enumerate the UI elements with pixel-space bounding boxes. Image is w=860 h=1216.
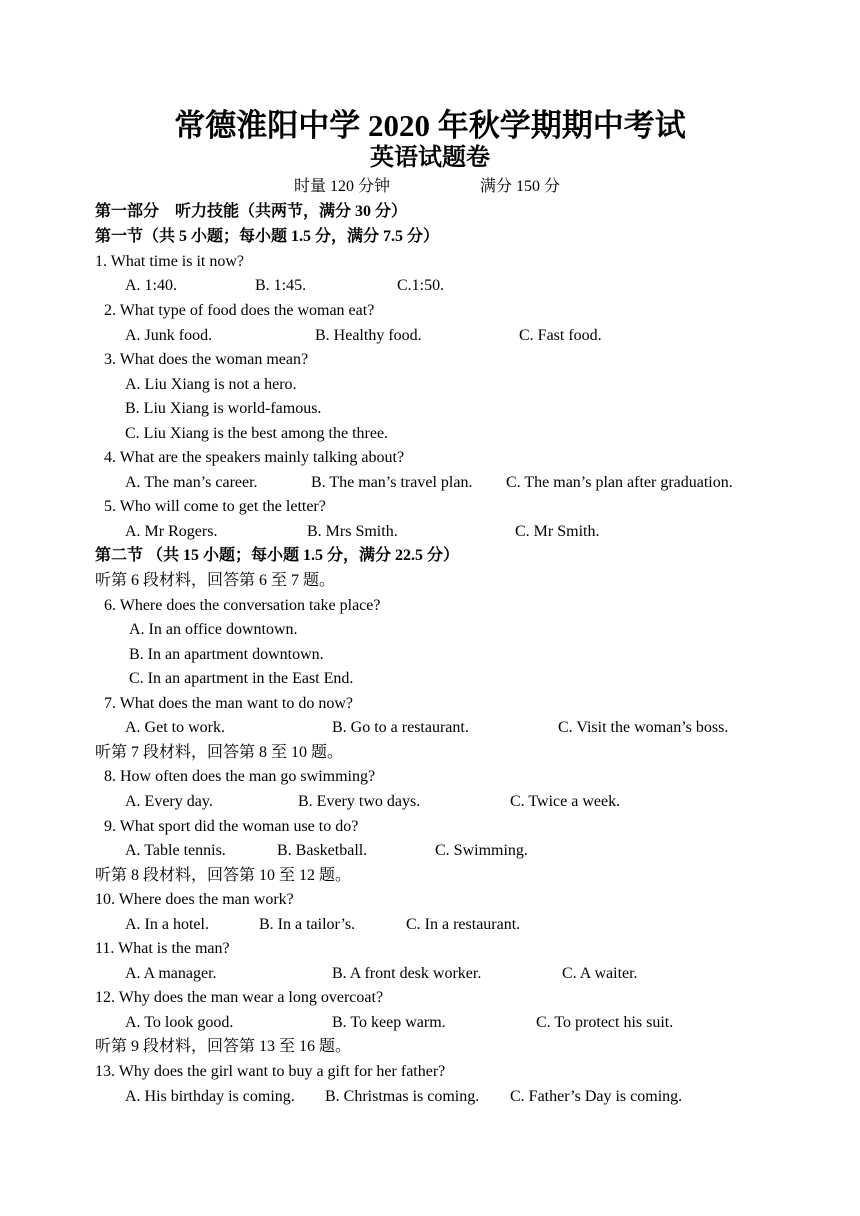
question-2: 2. What type of food does the woman eat? (104, 302, 375, 319)
question-13: 13. Why does the girl want to buy a gift for her father? (95, 1063, 446, 1080)
material-8-instruction: 听第 8 段材料，回答第 10 至 12 题。 (95, 867, 352, 884)
q3-option-c: C. Liu Xiang is the best among the three. (125, 425, 389, 442)
q12-option-c: C. To protect his suit. (536, 1014, 674, 1031)
exam-subtitle: 英语试题卷 (370, 145, 490, 171)
question-10: 10. Where does the man work? (95, 891, 294, 908)
q11-option-a: A. A manager. (125, 965, 217, 982)
question-11: 11. What is the man? (95, 940, 230, 957)
q12-option-b: B. To keep warm. (332, 1014, 446, 1031)
exam-time: 时量 120 分钟 (294, 178, 391, 195)
q13-option-b: B. Christmas is coming. (325, 1088, 480, 1105)
q9-option-b: B. Basketball. (277, 842, 368, 859)
section-one-heading: 第一节（共 5 小题；每小题 1.5 分，满分 7.5 分） (95, 228, 440, 245)
q10-option-c: C. In a restaurant. (406, 916, 521, 933)
section-two-heading: 第二节 （共 15 小题；每小题 1.5 分，满分 22.5 分） (95, 547, 460, 564)
question-5: 5. Who will come to get the letter? (104, 498, 326, 515)
q11-option-b: B. A front desk worker. (332, 965, 482, 982)
q12-option-a: A. To look good. (125, 1014, 234, 1031)
question-12: 12. Why does the man wear a long overcoat? (95, 989, 384, 1006)
q8-option-a: A. Every day. (125, 793, 213, 810)
q2-option-c: C. Fast food. (519, 327, 602, 344)
material-9-instruction: 听第 9 段材料，回答第 13 至 16 题。 (95, 1038, 352, 1055)
q6-option-b: B. In an apartment downtown. (129, 646, 324, 663)
question-4: 4. What are the speakers mainly talking about? (104, 449, 405, 466)
part-one-heading: 第一部分 听力技能（共两节，满分 30 分） (95, 203, 408, 220)
material-6-instruction: 听第 6 段材料，回答第 6 至 7 题。 (95, 572, 336, 589)
q1-option-c: C.1:50. (397, 277, 445, 294)
q11-option-c: C. A waiter. (562, 965, 638, 982)
q3-option-b: B. Liu Xiang is world-famous. (125, 400, 322, 417)
question-1: 1. What time is it now? (95, 253, 245, 270)
q13-option-c: C. Father’s Day is coming. (510, 1088, 683, 1105)
question-8: 8. How often does the man go swimming? (104, 768, 376, 785)
question-7: 7. What does the man want to do now? (104, 695, 353, 712)
q8-option-b: B. Every two days. (298, 793, 421, 810)
q3-option-a: A. Liu Xiang is not a hero. (125, 376, 297, 393)
q13-option-a: A. His birthday is coming. (125, 1088, 295, 1105)
q2-option-b: B. Healthy food. (315, 327, 422, 344)
q6-option-a: A. In an office downtown. (129, 621, 298, 638)
q4-option-c: C. The man’s plan after graduation. (506, 474, 733, 491)
question-6: 6. Where does the conversation take place? (104, 597, 381, 614)
question-9: 9. What sport did the woman use to do? (104, 818, 359, 835)
q8-option-c: C. Twice a week. (510, 793, 621, 810)
q9-option-c: C. Swimming. (435, 842, 528, 859)
q4-option-b: B. The man’s travel plan. (311, 474, 473, 491)
exam-full-score: 满分 150 分 (480, 178, 561, 195)
q5-option-a: A. Mr Rogers. (125, 523, 218, 540)
q7-option-a: A. Get to work. (125, 719, 225, 736)
question-3: 3. What does the woman mean? (104, 351, 309, 368)
exam-title: 常德淮阳中学 2020 年秋学期期中考试 (174, 108, 686, 143)
q6-option-c: C. In an apartment in the East End. (129, 670, 354, 687)
q7-option-c: C. Visit the woman’s boss. (558, 719, 729, 736)
q10-option-a: A. In a hotel. (125, 916, 209, 933)
q1-option-b: B. 1:45. (255, 277, 307, 294)
q7-option-b: B. Go to a restaurant. (332, 719, 469, 736)
q1-option-a: A. 1:40. (125, 277, 177, 294)
q10-option-b: B. In a tailor’s. (259, 916, 356, 933)
q2-option-a: A. Junk food. (125, 327, 213, 344)
q5-option-c: C. Mr Smith. (515, 523, 600, 540)
q9-option-a: A. Table tennis. (125, 842, 226, 859)
material-7-instruction: 听第 7 段材料，回答第 8 至 10 题。 (95, 744, 344, 761)
q4-option-a: A. The man’s career. (125, 474, 258, 491)
q5-option-b: B. Mrs Smith. (307, 523, 398, 540)
